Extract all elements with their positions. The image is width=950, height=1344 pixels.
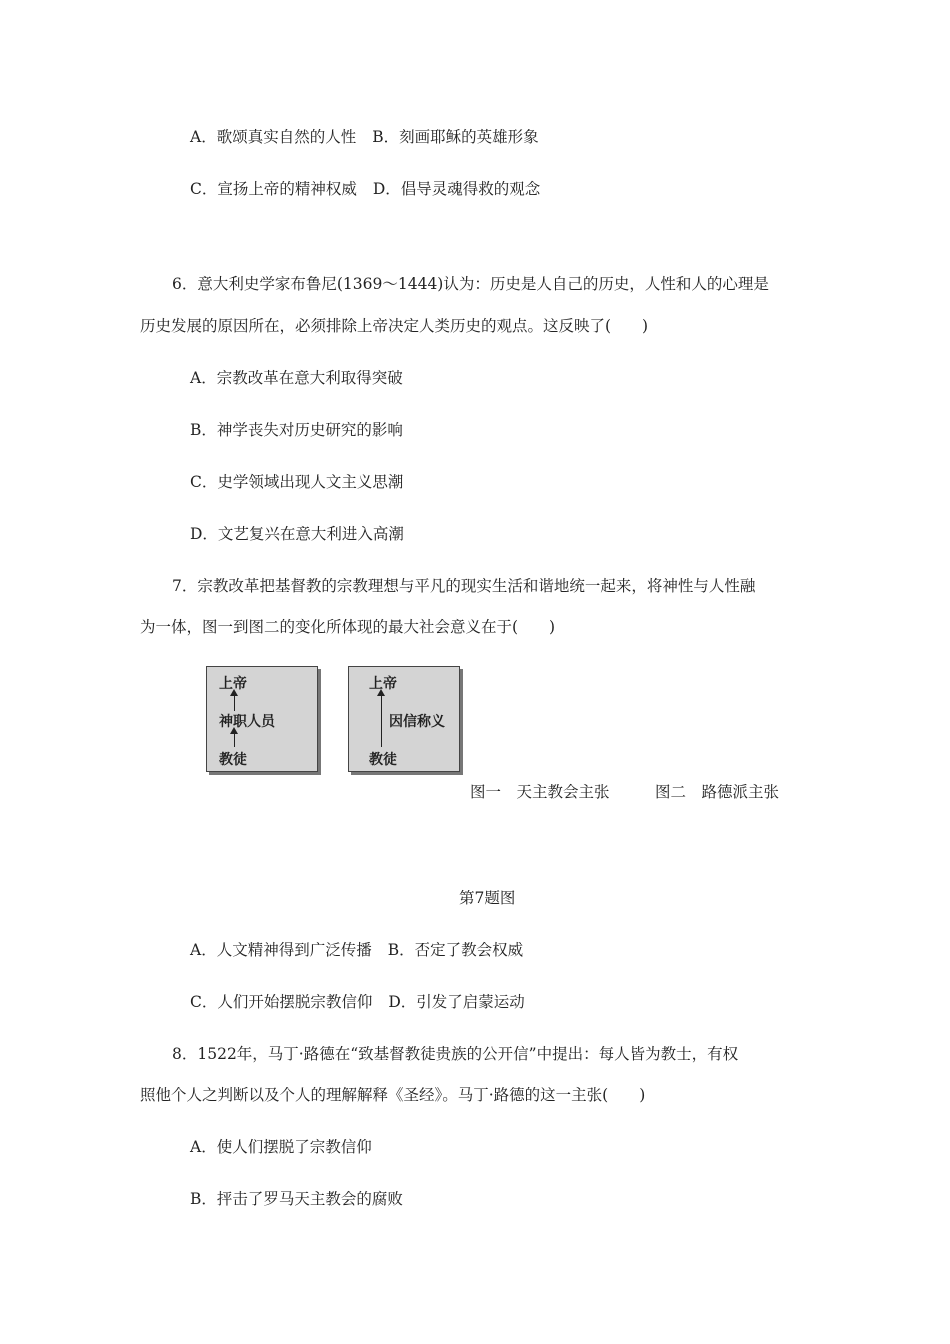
figure2-middle-label: 因信称义 xyxy=(389,714,445,730)
q6-stem-line2: 历史发展的原因所在，必须排除上帝决定人类历史的观点。这反映了( ) xyxy=(140,317,649,335)
q5-option-b[interactable]: B．刻画耶稣的英雄形象 xyxy=(372,128,539,146)
q5-option-c[interactable]: C．宣扬上帝的精神权威 xyxy=(190,180,357,198)
q5-option-row-ab xyxy=(190,127,539,147)
figure1-caption: 图一 天主教会主张 xyxy=(470,783,610,801)
q6-option-a[interactable]: A．宗教改革在意大利取得突破 xyxy=(190,369,403,387)
q8-option-b[interactable]: B．抨击了罗马天主教会的腐败 xyxy=(190,1190,403,1208)
figure1-arrow-up-icon-2 xyxy=(234,733,235,747)
q7-stem-line2: 为一体，图一到图二的变化所体现的最大社会意义在于( ) xyxy=(140,618,556,636)
figure1-box xyxy=(206,666,318,772)
q7-option-b[interactable]: B．否定了教会权威 xyxy=(387,941,524,959)
q6-option-b[interactable]: B．神学丧失对历史研究的影响 xyxy=(190,421,403,439)
q5-option-a[interactable]: A．歌颂真实自然的人性 xyxy=(190,128,357,146)
figure2-top-label: 上帝 xyxy=(369,676,397,692)
q7-figure-title: 第7题图 xyxy=(459,889,516,907)
q5-option-d[interactable]: D．倡导灵魂得救的观念 xyxy=(372,180,541,198)
figure1-bottom-label: 教徒 xyxy=(219,752,247,768)
q6-option-d[interactable]: D．文艺复兴在意大利进入高潮 xyxy=(190,525,404,543)
figure2-caption: 图二 路德派主张 xyxy=(655,783,780,801)
q7-option-d[interactable]: D．引发了启蒙运动 xyxy=(388,993,525,1011)
figure1-arrow-up-icon xyxy=(234,695,235,711)
figure1-top-label: 上帝 xyxy=(219,676,247,692)
q7-option-row-ab xyxy=(190,940,523,960)
q8-option-a[interactable]: A．使人们摆脱了宗教信仰 xyxy=(190,1138,372,1156)
q8-stem-line2: 照他个人之判断以及个人的理解解释《圣经》。马丁·路德的这一主张( ) xyxy=(140,1086,646,1104)
figure1-middle-label: 神职人员 xyxy=(219,714,275,730)
q7-option-a[interactable]: A．人文精神得到广泛传播 xyxy=(190,941,372,959)
figure2-box xyxy=(348,666,460,772)
q8-stem-line1: 8．1522年，马丁·路德在“致基督教徒贵族的公开信”中提出：每人皆为教士，有权 xyxy=(172,1045,739,1063)
q6-stem-line1: 6．意大利史学家布鲁尼(1369～1444)认为：历史是人自己的历史，人性和人的心理是 xyxy=(172,275,769,293)
q6-option-c[interactable]: C．史学领域出现人文主义思潮 xyxy=(190,473,404,491)
q7-option-row-cd xyxy=(190,992,525,1012)
figure2-bottom-label: 教徒 xyxy=(369,752,397,768)
q5-option-row-cd xyxy=(190,179,540,199)
q7-option-c[interactable]: C．人们开始摆脱宗教信仰 xyxy=(190,993,373,1011)
q7-stem-line1: 7．宗教改革把基督教的宗教理想与平凡的现实生活和谐地统一起来，将神性与人性融 xyxy=(172,577,756,595)
figure2-arrow-up-icon xyxy=(381,695,382,747)
